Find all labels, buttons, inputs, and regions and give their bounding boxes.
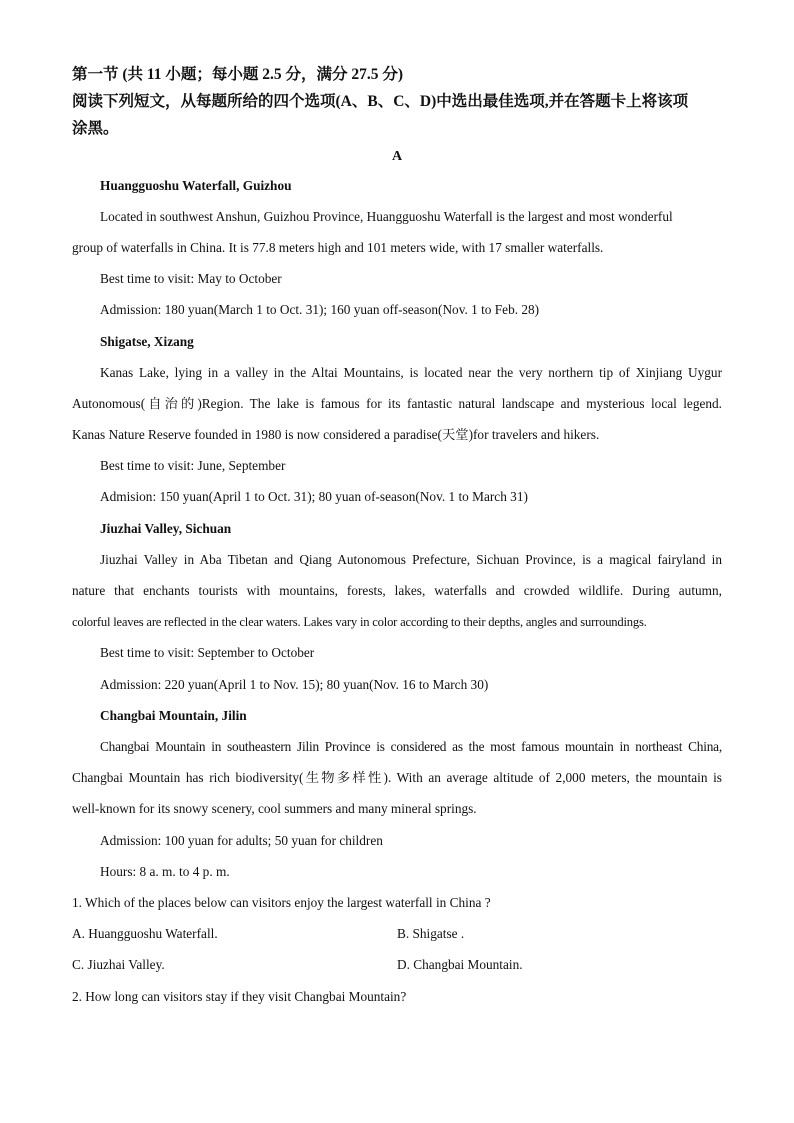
shigatse-desc-line-1: Kanas Lake, lying in a valley in the Altai Mountains, is located near the very northern tip of Xinjiang Uygur xyxy=(100,365,722,380)
huangguoshu-desc-line-2: group of waterfalls in China. It is 77.8 meters high and 101 meters wide, with 17 smaller waterfalls. xyxy=(72,240,604,255)
changbai-desc-line-1: Changbai Mountain in southeastern Jilin Province is considered as the most famous mountain in northeast China, xyxy=(100,739,722,754)
changbai-desc-line-2: Changbai Mountain has rich biodiversity(生物多样性). With an average altitude of 2,000 meters, the mountain is xyxy=(72,770,722,785)
question-1-option-d: D. Changbai Mountain. xyxy=(397,957,523,972)
changbai-admission: Admission: 100 yuan for adults; 50 yuan for children xyxy=(100,833,383,848)
question-1-stem: 1. Which of the places below can visitors enjoy the largest waterfall in China ? xyxy=(72,895,491,910)
question-1-option-b: B. Shigatse . xyxy=(397,926,465,941)
instruction-line-1: 阅读下列短文，从每题所给的四个选项(A、B、C、D)中选出最佳选项,并在答题卡上将该项 xyxy=(72,93,689,110)
jiuzhai-best-time: Best time to visit: September to October xyxy=(100,645,315,660)
section-title-changbai: Changbai Mountain, Jilin xyxy=(100,708,247,723)
section-title-shigatse: Shigatse, Xizang xyxy=(100,334,194,349)
instruction-line-2: 涂黑。 xyxy=(72,120,119,137)
section-heading: 第一节 (共 11 小题；每小题 2.5 分，满分 27.5 分) xyxy=(72,66,404,83)
question-1-option-c: C. Jiuzhai Valley. xyxy=(72,957,165,972)
shigatse-desc-line-2: Autonomous(自治的)Region. The lake is famous for its fantastic natural landscape and mysterious local legend. xyxy=(72,396,722,411)
section-title-jiuzhai: Jiuzhai Valley, Sichuan xyxy=(100,521,232,536)
jiuzhai-desc-line-2: nature that enchants tourists with mountains, forests, lakes, waterfalls and crowded wildlife. During autumn, xyxy=(72,583,722,598)
question-1-option-a: A. Huangguoshu Waterfall. xyxy=(72,926,218,941)
changbai-desc-line-3: well-known for its snowy scenery, cool summers and many mineral springs. xyxy=(72,801,477,816)
section-title-huangguoshu: Huangguoshu Waterfall, Guizhou xyxy=(100,178,292,193)
shigatse-desc-line-3: Kanas Nature Reserve founded in 1980 is now considered a paradise(天堂)for travelers and hikers. xyxy=(72,427,600,442)
changbai-hours: Hours: 8 a. m. to 4 p. m. xyxy=(100,864,230,879)
question-2-stem: 2. How long can visitors stay if they visit Changbai Mountain? xyxy=(72,989,407,1004)
shigatse-admission: Admision: 150 yuan(April 1 to Oct. 31); 80 yuan of-season(Nov. 1 to March 31) xyxy=(100,489,528,504)
jiuzhai-desc-line-1: Jiuzhai Valley in Aba Tibetan and Qiang Autonomous Prefecture, Sichuan Province, is a magical fairyland in xyxy=(100,552,722,567)
shigatse-best-time: Best time to visit: June, September xyxy=(100,458,286,473)
huangguoshu-desc-line-1: Located in southwest Anshun, Guizhou Province, Huangguoshu Waterfall is the largest and most wonderful xyxy=(100,209,673,224)
huangguoshu-admission: Admission: 180 yuan(March 1 to Oct. 31); 160 yuan off-season(Nov. 1 to Feb. 28) xyxy=(100,302,540,317)
jiuzhai-desc-line-3: colorful leaves are reflected in the clear waters. Lakes vary in color according to their depths, angles and surroundings. xyxy=(72,615,647,629)
passage-label: A xyxy=(391,149,403,164)
jiuzhai-admission: Admission: 220 yuan(April 1 to Nov. 15); 80 yuan(Nov. 16 to March 30) xyxy=(100,677,489,692)
huangguoshu-best-time: Best time to visit: May to October xyxy=(100,271,282,286)
